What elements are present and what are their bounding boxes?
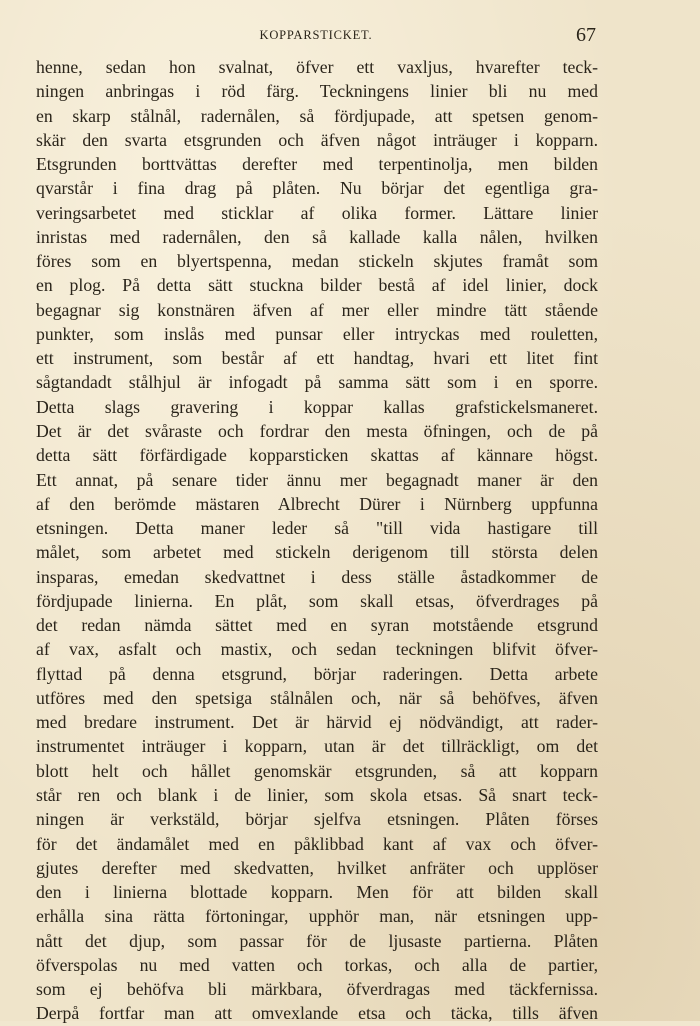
text-line: nått det djup, som passar för de ljusaste partierna. Plåten: [36, 930, 598, 951]
text-line: henne, sedan hon svalnat, öfver ett vaxljus, hvarefter teck-: [36, 57, 598, 77]
text-line: Ett annat, på senare tider ännu mer begagnadt maner är den: [36, 469, 598, 490]
text-line: veringsarbetet med sticklar af olika former. Lättare linier: [36, 202, 598, 223]
text-line: erhålla sina rätta förtoningar, upphör man, när etsningen upp-: [36, 906, 598, 927]
page-header: [36, 24, 596, 50]
text-line: fördjupade linierna. En plåt, som skall etsas, öfverdrages på: [36, 590, 598, 611]
text-line: flyttad på denna etsgrund, börjar raderingen. Detta arbete: [36, 663, 598, 684]
text-line: Derpå fortfar man att omvexlande etsa och täcka, tills äfven: [36, 1003, 598, 1024]
text-line: qvarstår i fina drag på plåten. Nu börjar det egentliga gra-: [36, 178, 598, 199]
text-line: som ej behöfva bli märkbara, öfverdragas med täckfernissa.: [36, 979, 598, 1000]
text-line: föres som en blyertspenna, medan stickeln skjutes framåt som: [36, 251, 598, 272]
running-head: KOPPARSTICKET.: [259, 28, 373, 42]
text-line: en plog. På detta sätt stuckna bilder bestå af idel linier, dock: [36, 275, 598, 296]
text-line: utföres med den spetsiga stålnålen och, när så behöfves, äfven: [36, 687, 598, 708]
text-line: står ren och blank i de linier, som skola etsas. Så snart teck-: [36, 784, 598, 805]
text-line: af den berömde mästaren Albrecht Dürer i Nürnberg uppfunna: [36, 493, 598, 514]
text-line: detta sätt förfärdigade kopparsticken skattas af kännare högst.: [36, 445, 598, 466]
text-line: det redan nämda sättet med en syran motstående etsgrund: [36, 615, 598, 636]
text-line: punkter, som inslås med punsar eller intryckas med rouletten,: [36, 323, 598, 344]
text-line: för det ändamålet med en påklibbad kant af vax och öfver-: [36, 833, 598, 854]
text-line: skär den svarta etsgrunden och äfven något inträuger i kopparn.: [36, 129, 598, 150]
text-line: etsningen. Detta maner leder så "till vida hastigare till: [36, 518, 598, 539]
text-line: Detta slags gravering i koppar kallas grafstickelsmaneret.: [36, 396, 598, 417]
text-line: Det är det svåraste och fordrar den mesta öfningen, och de på: [36, 420, 598, 441]
text-line: med bredare instrument. Det är härvid ej nödvändigt, att rader-: [36, 712, 598, 733]
text-line: ningen är verkstäld, börjar sjelfva etsningen. Plåten förses: [36, 809, 598, 830]
text-line: insparas, emedan skedvattnet i dess ställe åstadkommer de: [36, 566, 598, 587]
page-number: 67: [576, 24, 596, 46]
text-line: öfverspolas nu med vatten och torkas, och alla de partier,: [36, 954, 598, 975]
text-line: den i linierna blottade kopparn. Men för att bilden skall: [36, 882, 598, 903]
text-line: blott helt och hållet genomskär etsgrunden, så att kopparn: [36, 760, 598, 781]
text-line: en skarp stålnål, radernålen, så fördjupade, att spetsen genom-: [36, 105, 598, 126]
text-line: instrumentet inträuger i kopparn, utan är det tillräckligt, om det: [36, 736, 598, 757]
text-line: ningen anbringas i röd färg. Teckningens linier bli nu med: [36, 81, 598, 102]
text-line: af vax, asfalt och mastix, och sedan teckningen blifvit öfver-: [36, 639, 598, 660]
text-line: gjutes derefter med skedvatten, hvilket anfräter och upplöser: [36, 857, 598, 878]
text-line: sågtandadt stålhjul är infogadt på samma sätt som i en sporre.: [36, 372, 598, 393]
body-text: [36, 55, 598, 1026]
text-line: Etsgrunden borttvättas derefter med terpentinolja, men bilden: [36, 154, 598, 175]
text-line: inristas med radernålen, den så kallade kalla nålen, hvilken: [36, 226, 598, 247]
text-line: begagnar sig konstnären äfven af mer eller mindre tätt stående: [36, 299, 598, 320]
text-line: ett instrument, som består af ett handtag, hvari ett litet fint: [36, 348, 598, 369]
text-line: målet, som arbetet med stickeln derigenom till största delen: [36, 542, 598, 563]
